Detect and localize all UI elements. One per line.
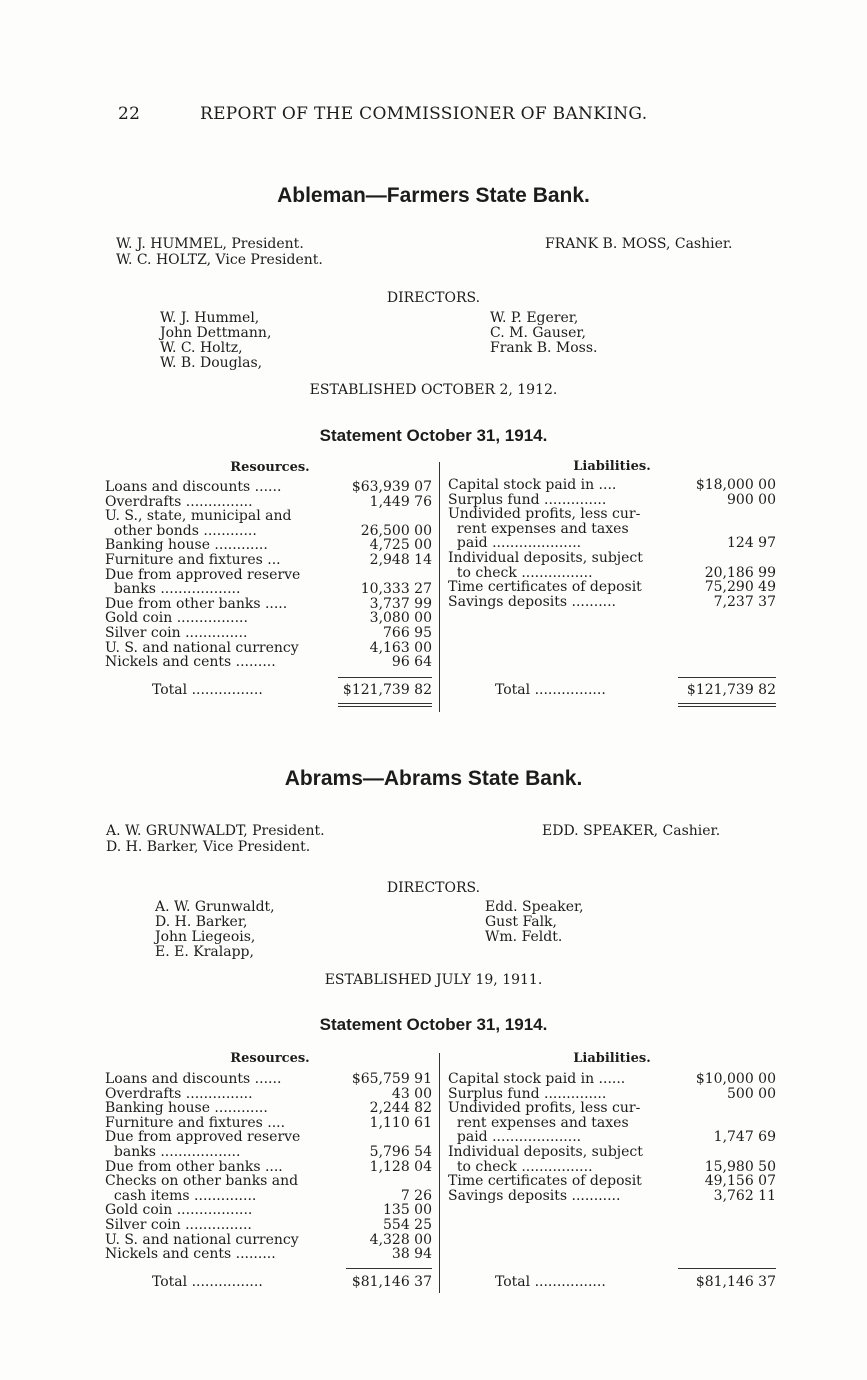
row-label: Capital stock paid in .... — [448, 477, 617, 493]
row-amount: 4,725 00 — [369, 537, 432, 554]
row-label: Due from approved reserve — [105, 566, 301, 583]
director-name: A. W. Grunwaldt, — [155, 899, 275, 915]
statement-row — [448, 566, 776, 581]
row-label: Surplus fund .............. — [448, 491, 607, 508]
statement-row — [105, 1189, 432, 1204]
director-name: Edd. Speaker, — [485, 899, 584, 915]
statement-row — [105, 1072, 432, 1087]
row-amount: $18,000 00 — [695, 477, 776, 493]
row-amount: 15,980 50 — [704, 1158, 776, 1175]
statement-row — [105, 582, 432, 597]
column-divider — [439, 1053, 440, 1293]
director-name: D. H. Barker, — [155, 914, 248, 930]
director-name: W. C. Holtz, — [160, 340, 243, 356]
sum-rule — [346, 1268, 432, 1269]
statement-row — [105, 1160, 432, 1175]
double-rule — [678, 706, 776, 707]
row-amount: $10,000 00 — [695, 1071, 776, 1087]
resources-total: $121,739 82 — [342, 682, 432, 698]
statement-row — [105, 1203, 432, 1218]
row-label: Time certificates of deposit — [448, 579, 642, 596]
row-label: paid .................... — [448, 1129, 582, 1146]
row-amount: 900 00 — [727, 491, 776, 508]
statement-row — [448, 580, 776, 595]
statement-row — [448, 493, 776, 508]
directors-right — [485, 900, 584, 945]
column-divider — [439, 462, 440, 712]
double-rule — [338, 703, 432, 704]
statement-row — [448, 1116, 776, 1131]
row-label: Checks on other banks and — [105, 1173, 299, 1190]
row-amount: 766 95 — [383, 624, 432, 641]
statement-row — [448, 507, 776, 522]
resources-heading: Resources. — [230, 460, 310, 475]
statement-row — [448, 1101, 776, 1116]
statement-row — [448, 1145, 776, 1160]
director-name: E. E. Kralapp, — [155, 944, 254, 960]
row-amount: 38 94 — [391, 1246, 432, 1263]
row-amount: 2,948 14 — [369, 551, 432, 568]
statement-row — [105, 480, 432, 495]
liabilities-total-label: Total ................ — [495, 682, 606, 698]
statement-row — [105, 655, 432, 670]
officer-vice-president: D. H. Barker, Vice President. — [106, 839, 311, 855]
row-label: Due from other banks ..... — [105, 595, 288, 612]
liabilities-heading: Liabilities. — [573, 1051, 651, 1066]
statement-row — [448, 595, 776, 610]
row-label: Loans and discounts ...... — [105, 479, 282, 495]
liabilities-total: $81,146 37 — [695, 1274, 776, 1290]
row-label: Surplus fund .............. — [448, 1085, 607, 1102]
row-label: to check ................ — [448, 1158, 593, 1175]
liabilities-heading: Liabilities. — [573, 459, 651, 474]
row-amount: 7,237 37 — [713, 593, 776, 610]
statement-row — [105, 1087, 432, 1102]
row-amount: 10,333 27 — [360, 581, 432, 598]
row-amount: 500 00 — [727, 1085, 776, 1102]
statement-row — [105, 568, 432, 583]
resources-total-label: Total ................ — [152, 1274, 263, 1290]
row-label: Silver coin ............... — [105, 1216, 252, 1233]
row-amount: 20,186 99 — [704, 564, 776, 581]
row-label: Due from approved reserve — [105, 1129, 301, 1146]
resources-heading: Resources. — [230, 1051, 310, 1066]
row-label: Furniture and fixtures ... — [105, 551, 281, 568]
statement-row — [105, 495, 432, 510]
officer-president: W. J. HUMMEL, President. — [116, 236, 304, 252]
sum-rule — [678, 677, 776, 678]
statement-row — [105, 1101, 432, 1116]
officer-vice-president: W. C. HOLTZ, Vice President. — [116, 252, 323, 268]
row-label: Nickels and cents ......... — [105, 654, 276, 671]
row-amount: 1,128 04 — [369, 1158, 432, 1175]
liabilities-total-label: Total ................ — [495, 1274, 606, 1290]
row-amount: $63,939 07 — [351, 479, 432, 495]
directors-right — [490, 311, 597, 356]
row-label: Silver coin .............. — [105, 624, 248, 641]
row-label: Undivided profits, less cur- — [448, 1100, 641, 1117]
statement-row — [105, 597, 432, 612]
statement-row — [448, 536, 776, 551]
director-name: W. J. Hummel, — [160, 310, 260, 326]
statement-row — [105, 1145, 432, 1160]
statement-row — [448, 478, 776, 493]
director-name: C. M. Gauser, — [490, 325, 586, 341]
statement-row — [105, 1116, 432, 1131]
bank-title: Abrams—Abrams State Bank. — [284, 767, 583, 790]
directors-heading: DIRECTORS. — [386, 880, 481, 896]
row-amount: 7 26 — [400, 1187, 432, 1204]
bank-title: Ableman—Farmers State Bank. — [277, 184, 590, 207]
row-label: Banking house ............ — [105, 1100, 268, 1117]
row-label: Savings deposits .......... — [448, 593, 616, 610]
row-label: paid .................... — [448, 535, 582, 552]
director-name: W. P. Egerer, — [490, 310, 579, 326]
statement-row — [105, 1233, 432, 1248]
row-amount: 26,500 00 — [360, 522, 432, 539]
row-label: Furniture and fixtures .... — [105, 1114, 286, 1131]
statement-row — [448, 1087, 776, 1102]
statement-row — [448, 522, 776, 537]
row-label: Banking house ............ — [105, 537, 268, 554]
resources-list — [105, 480, 432, 670]
row-amount: 2,244 82 — [369, 1100, 432, 1117]
row-label: rent expenses and taxes — [448, 520, 629, 537]
row-amount: 96 64 — [391, 654, 432, 671]
sum-rule — [338, 677, 432, 678]
row-amount: 124 97 — [727, 535, 776, 552]
established-date: ESTABLISHED OCTOBER 2, 1912. — [309, 382, 558, 398]
row-label: Gold coin ................ — [105, 610, 248, 627]
row-label: Overdrafts ............... — [105, 1085, 253, 1102]
statement-row — [105, 1247, 432, 1262]
row-label: Time certificates of deposit — [448, 1173, 642, 1190]
row-label: Savings deposits ........... — [448, 1187, 621, 1204]
director-name: Wm. Feldt. — [485, 929, 563, 945]
row-amount: 1,747 69 — [713, 1129, 776, 1146]
statement-row — [105, 611, 432, 626]
liabilities-list — [448, 478, 776, 609]
directors-left — [160, 311, 271, 371]
statement-row — [448, 1160, 776, 1175]
director-name: W. B. Douglas, — [160, 355, 263, 371]
row-label: cash items .............. — [105, 1187, 257, 1204]
row-amount: $65,759 91 — [351, 1071, 432, 1087]
row-label: Loans and discounts ...... — [105, 1071, 282, 1087]
row-label: Due from other banks .... — [105, 1158, 283, 1175]
statement-row — [448, 1174, 776, 1189]
statement-row — [448, 1189, 776, 1204]
row-amount: 135 00 — [383, 1202, 432, 1219]
row-label: Individual deposits, subject — [448, 1143, 643, 1160]
directors-heading: DIRECTORS. — [386, 290, 481, 306]
resources-list — [105, 1072, 432, 1262]
statement-row — [105, 553, 432, 568]
row-amount: 5,796 54 — [369, 1143, 432, 1160]
officer-cashier: FRANK B. MOSS, Cashier. — [545, 236, 733, 252]
director-name: John Dettmann, — [160, 325, 272, 341]
row-amount: 3,762 11 — [713, 1187, 776, 1204]
resources-total-label: Total ................ — [152, 682, 263, 698]
row-label: Capital stock paid in ...... — [448, 1071, 626, 1087]
liabilities-total: $121,739 82 — [686, 682, 776, 698]
row-label: U. S. and national currency — [105, 1231, 299, 1248]
row-label: U. S., state, municipal and — [105, 508, 292, 525]
statement-row — [105, 524, 432, 539]
statement-heading: Statement October 31, 1914. — [319, 426, 548, 445]
established-date: ESTABLISHED JULY 19, 1911. — [324, 972, 543, 988]
director-name: John Liegeois, — [155, 929, 256, 945]
officer-president: A. W. GRUNWALDT, President. — [106, 823, 325, 839]
row-label: rent expenses and taxes — [448, 1114, 629, 1131]
statement-row — [105, 538, 432, 553]
statement-row — [105, 1218, 432, 1233]
double-rule — [338, 706, 432, 707]
row-label: U. S. and national currency — [105, 639, 299, 656]
officer-cashier: EDD. SPEAKER, Cashier. — [542, 823, 721, 839]
director-name: Gust Falk, — [485, 914, 557, 930]
statement-row — [448, 1130, 776, 1145]
row-amount: 554 25 — [383, 1216, 432, 1233]
director-name: Frank B. Moss. — [490, 340, 598, 356]
row-amount: 4,163 00 — [369, 639, 432, 656]
statement-heading: Statement October 31, 1914. — [319, 1015, 548, 1034]
row-amount: 43 00 — [391, 1085, 432, 1102]
row-amount: 1,110 61 — [369, 1114, 432, 1131]
row-amount: 1,449 76 — [369, 493, 432, 510]
row-label: other bonds ............ — [105, 522, 257, 539]
row-label: to check ................ — [448, 564, 593, 581]
row-label: Nickels and cents ......... — [105, 1246, 276, 1263]
row-label: banks .................. — [105, 581, 241, 598]
row-amount: 49,156 07 — [704, 1173, 776, 1190]
row-label: banks .................. — [105, 1143, 241, 1160]
statement-row — [105, 641, 432, 656]
row-label: Individual deposits, subject — [448, 549, 643, 566]
statement-row — [105, 1130, 432, 1145]
liabilities-list — [448, 1072, 776, 1203]
statement-row — [448, 551, 776, 566]
running-header: REPORT OF THE COMMISSIONER OF BANKING. — [200, 104, 648, 124]
row-amount: 4,328 00 — [369, 1231, 432, 1248]
row-amount: 75,290 49 — [704, 579, 776, 596]
directors-left — [155, 900, 275, 960]
row-amount: 3,737 99 — [369, 595, 432, 612]
resources-total: $81,146 37 — [351, 1274, 432, 1290]
row-amount: 3,080 00 — [369, 610, 432, 627]
statement-row — [105, 509, 432, 524]
row-label: Gold coin ................. — [105, 1202, 253, 1219]
row-label: Undivided profits, less cur- — [448, 506, 641, 523]
sum-rule — [678, 1268, 776, 1269]
statement-row — [105, 626, 432, 641]
page-number: 22 — [118, 104, 141, 124]
row-label: Overdrafts ............... — [105, 493, 253, 510]
double-rule — [678, 703, 776, 704]
statement-row — [448, 1072, 776, 1087]
statement-row — [105, 1174, 432, 1189]
